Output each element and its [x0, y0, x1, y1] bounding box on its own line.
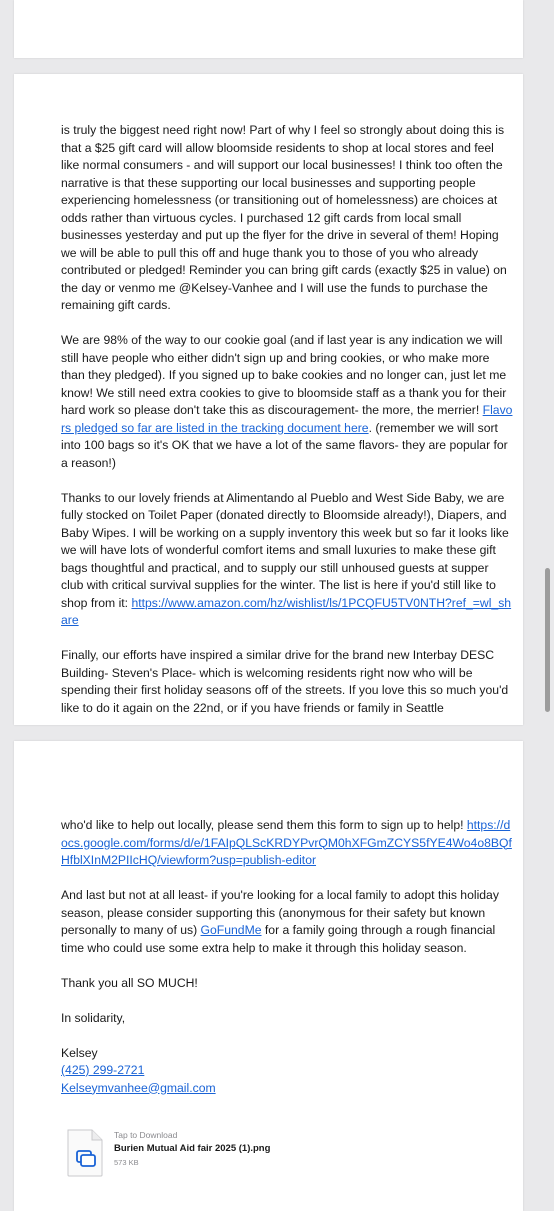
attachment-filename: Burien Mutual Aid fair 2025 (1).png — [114, 1143, 271, 1154]
closing-line: In solidarity, — [61, 1010, 126, 1025]
paragraph-form — [61, 817, 513, 870]
paragraph-text: . (remember we will sort into 100 bags so it's OK that we have a lot of the same flavors- they are popular for a reason!) — [61, 420, 508, 470]
image-file-icon — [66, 1129, 104, 1177]
pdf-page-previous — [14, 0, 523, 58]
pdf-page-current — [14, 74, 523, 725]
google-form-link[interactable]: https://docs.google.com/forms/d/e/1FAIpQLScKRDYPvrQM0hXFGmZCYS5fYE4Wo4o8BQfHfblXInM2PIIcHQ/viewform?usp=publish-editor — [61, 818, 512, 867]
attachment-tap-label: Tap to Download — [114, 1130, 178, 1140]
paragraph-supplies — [61, 490, 513, 630]
gofundme-link[interactable]: GoFundMe — [200, 923, 262, 937]
email-link[interactable]: Kelseymvanhee@gmail.com — [61, 1080, 216, 1095]
vertical-scrollbar[interactable] — [545, 568, 550, 712]
amazon-wishlist-link[interactable]: https://www.amazon.com/hz/wishlist/ls/1PCQFU5TV0NTH?ref_=wl_share — [61, 595, 512, 627]
paragraph-text: We are 98% of the way to our cookie goal (and if last year is any indication we will still have people who either didn't sign up and bring cookies, or who make more than they pledged). If you signed up to bake cookies and no longer can, just let me know! We still need extra cookies to give to bloomside staff as a thank you for their hard work so please don't take this as discouragement- the more, the merrier! — [61, 333, 507, 417]
attachment-download[interactable] — [66, 1127, 366, 1187]
tracking-document-link[interactable]: Flavors pledged so far are listed in the tracking document here — [61, 403, 513, 435]
paragraph-text: who'd like to help out locally, please send them this form to sign up to help! — [61, 818, 467, 832]
paragraph-text: Thanks to our lovely friends at Alimentando al Pueblo and West Side Baby, we are fully stocked on Toilet Paper (donated directly to Bloomside already!), Diapers, and Baby Wipes. I will be working on a supply inventory this week but so far it looks like we will have lots of wonderful comfort items and small luxuries to make these gift bags thoughtful and practical, and to supply our still unhoused guests at supper club with critical survival supplies for the winter. The list is here if you'd still like to shop from it: — [61, 490, 509, 610]
paragraph-text: And last but not at all least- if you're looking for a local family to adopt this holiday season, please consider supporting this (anonymous for their safety but known personally to many of us) — [61, 888, 499, 937]
phone-link[interactable]: (425) 299-2721 — [61, 1063, 145, 1077]
pdf-page-next — [14, 741, 523, 1211]
paragraph-gift-cards: is truly the biggest need right now! Part of why I feel so strongly about doing this is that a $25 gift card will allow bloomside residents to shop at local stores and feel like normal consumers - and will support our local businesses! I think too often the narrative is that these supporting our local businesses and supporting people experiencing homelessness (or transitioning out of homelessness) are choices at odds rather than virtuous cycles. I purchased 12 gift cards from local small businesses yesterday and put up the flyer for the drive in several of them! Hoping we will be able to pull this off and huge thank you to those of you who already contributed or pledged! Reminder you can bring gift cards (exactly $25 in value) on the day or venmo me @Kelsey-Vanhee and I will use the funds to purchase the remaining gift cards. — [61, 123, 507, 312]
page-body — [61, 817, 513, 1097]
paragraph-text: for a family going through a rough financial time who could use some extra help to make it through this holiday season. — [61, 923, 496, 955]
paragraph-thanks: Thank you all SO MUCH! — [61, 975, 198, 990]
attachment-size: 573 KB — [114, 1158, 139, 1167]
signature-name: Kelsey — [61, 1045, 98, 1060]
paragraph-cookies — [61, 332, 513, 472]
paragraph-interbay: Finally, our efforts have inspired a similar drive for the brand new Interbay DESC Building- Steven's Place- which is welcoming residents right now who will be spending their first holiday seasons off of the streets. If you love this so much you'd like to do it again on the 22nd, or if you have friends or family in Seattle — [61, 648, 509, 715]
paragraph-family — [61, 887, 513, 957]
page-body — [61, 122, 513, 735]
